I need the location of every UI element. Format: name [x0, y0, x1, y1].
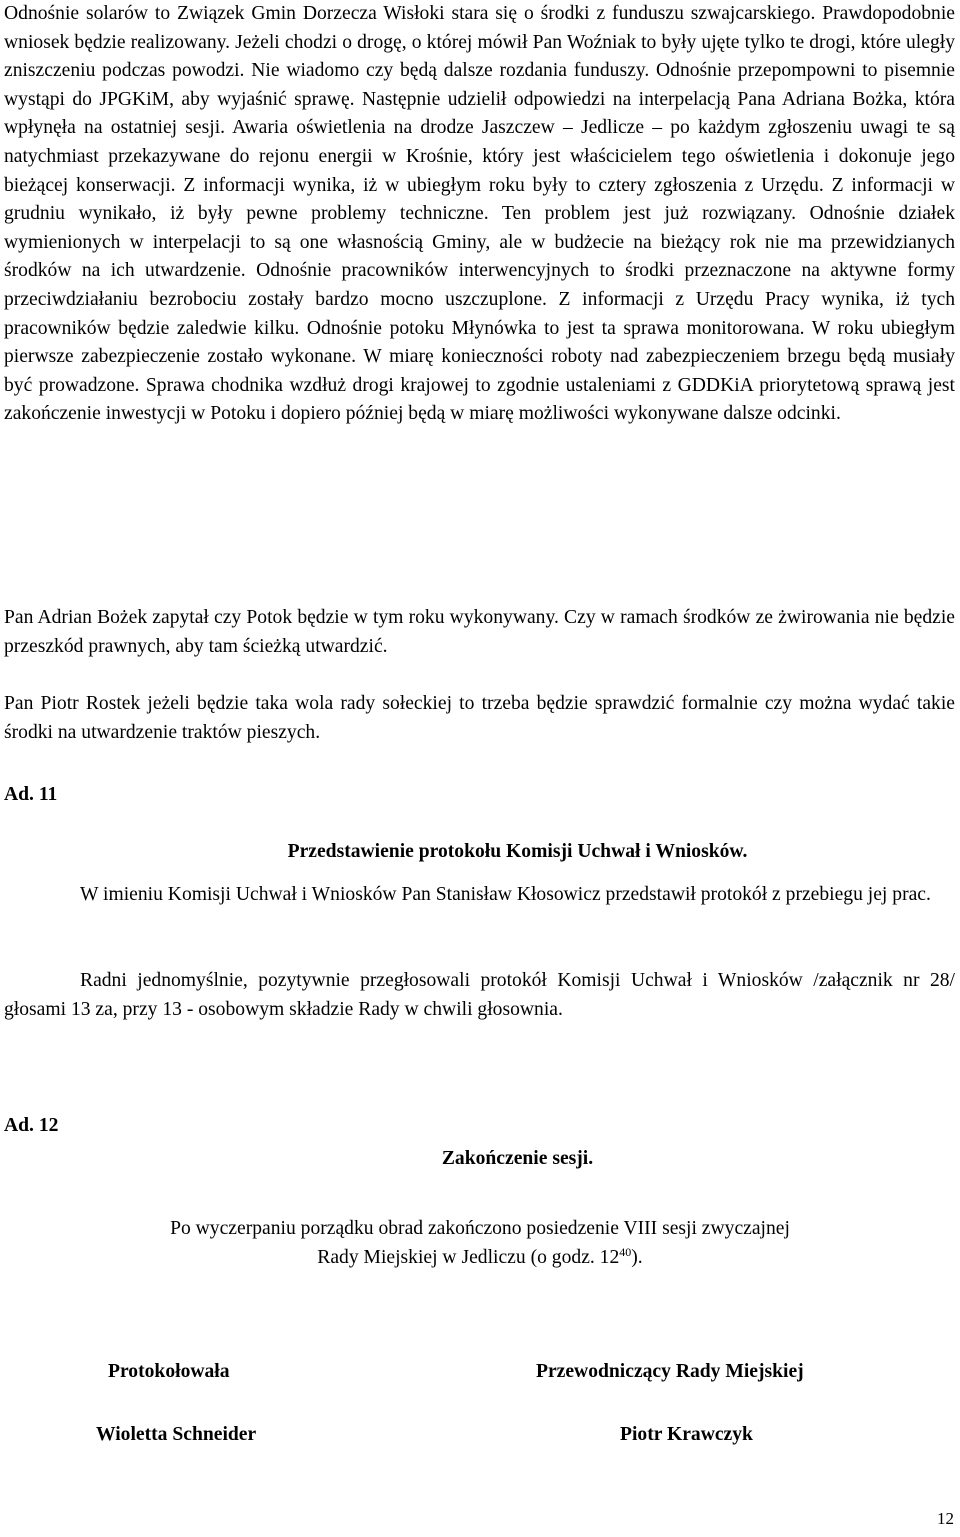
- closing-line-2-prefix: Rady Miejskiej w Jedliczu (o godz. 12: [317, 1247, 620, 1268]
- section-label-ad-11: Ad. 11: [4, 784, 58, 805]
- closing-line-2: [0, 1243, 960, 1272]
- closing-line-2-suffix: ).: [631, 1247, 643, 1268]
- closing-line-1: Po wyczerpaniu porządku obrad zakończono posiedzenie VIII sesji zwyczajnej: [170, 1218, 790, 1239]
- body-paragraph-responses: Odnośnie solarów to Związek Gmin Dorzecza Wisłoki stara się o środki z funduszu szwajcarskiego. Prawdopodobnie wniosek będzie realizowany. Jeżeli chodzi o drogę, o której mówił Pan Woźniak to były ujęte tylko te drogi, które uległy zniszczeniu podczas powodzi. Nie wiadomo czy będą dalsze rozdania funduszy. Odnośnie przepompowni to pisemnie wystąpi do JPGKiM, aby wyjaśnić sprawę. Następnie udzielił odpowiedzi na interpelacją Pana Adriana Bożka, która wpłynęła na ostatniej sesji. Awaria oświetlenia na drodze Jaszczew – Jedlicze – po każdym zgłoszeniu uwagi te są natychmiast przekazywane do rejonu energii w Krośnie, który jest właścicielem tego oświetlenia i dokonuje jego bieżącej konserwacji. Z informacji wynika, iż w ubiegłym roku były to cztery zgłoszenia z Urzędu. Z informacji w grudniu wynikało, iż były pewne problemy techniczne. Ten problem jest już rozwiązany. Odnośnie działek wymienionych w interpelacji to są one własnością Gminy, ale w budżecie na bieżący rok nie ma przewidzianych środków na ich utwardzenie. Odnośnie pracowników interwencyjnych to środki przeznaczone na aktywne formy przeciwdziałaniu bezrobociu zostały bardzo mocno uszczuplone. Z informacji z Urzędu Pracy wynika, iż tych pracowników będzie zaledwie kilku. Odnośnie potoku Młynówka to jest ta sprawa monitorowana. W roku ubiegłym pierwsze zabezpieczenie zostało wykonane. W miarę konieczności roboty nad zabezpieczeniem brzegu będą musiały być prowadzone. Sprawa chodnika wzdłuż drogi krajowej to zgodnie ustaleniami z GDDKiA priorytetową sprawą jest zakończenie inwestycji w Potoku i dopiero później będą w miarę możliwości wykonywane dalsze odcinki.: [4, 3, 955, 425]
- ad-11-paragraph-presentation: W imieniu Komisji Uchwał i Wniosków Pan Stanisław Kłosowicz przedstawił protokół z przebiegu jej prac.: [80, 884, 931, 905]
- signature-right-name: Piotr Krawczyk: [620, 1424, 753, 1445]
- body-paragraph-bozek-question: Pan Adrian Bożek zapytał czy Potok będzie w tym roku wykonywany. Czy w ramach środków ze żwirowania nie będzie przeszkód prawnych, aby tam ścieżką utwardzić.: [4, 607, 955, 657]
- ad-11-paragraph-vote: Radni jednomyślnie, pozytywnie przegłosowali protokół Komisji Uchwał i Wniosków /załącznik nr 28/ głosami 13 za, przy 13 - osobowym składzie Rady w chwili głosownia.: [4, 970, 955, 1020]
- section-title-ad-12: Zakończenie sesji.: [441, 1148, 594, 1169]
- section-label-ad-12: Ad. 12: [4, 1115, 59, 1136]
- closing-time-minutes: 40: [619, 1245, 632, 1259]
- section-title-ad-11: Przedstawienie protokołu Komisji Uchwał i Wniosków.: [287, 841, 748, 862]
- body-paragraph-rostek-answer: Pan Piotr Rostek jeżeli będzie taka wola rady sołeckiej to trzeba będzie sprawdzić formalnie czy można wydać takie środki na utwardzenie traktów pieszych.: [4, 693, 955, 743]
- signature-left-name: Wioletta Schneider: [96, 1424, 257, 1445]
- page-number: 12: [937, 1509, 954, 1528]
- signature-right-role: Przewodniczący Rady Miejskiej: [536, 1361, 804, 1382]
- signature-left-role: Protokołowała: [108, 1361, 230, 1382]
